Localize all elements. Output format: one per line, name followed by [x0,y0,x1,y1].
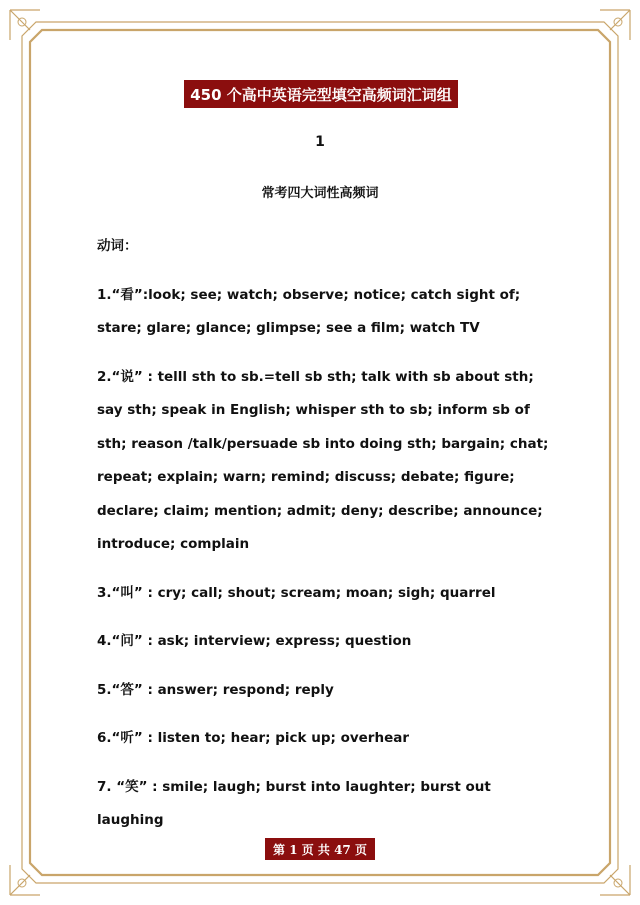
list-item: 4.“问” : ask; interview; express; question [97,633,412,649]
vocabulary-list [97,230,552,853]
category-label: 动词： [97,238,138,254]
list-item: 1.“看”:look; see; watch; observe; notice; catch sight of; stare; glare; glance; glimpse; see a film; watch TV [97,286,521,336]
page-footer: 第 1 页 共 47 页 [265,838,375,860]
list-item: 7. “笑” : smile; laugh; burst into laughter; burst out laughing [97,778,491,828]
list-item: 6.“听” : listen to; hear; pick up; overhear [97,730,410,746]
list-item: 3.“叫” : cry; call; shout; scream; moan; sigh; quarrel [97,584,496,601]
section-title: 常考四大词性高频词 [261,186,379,201]
section-number: 1 [315,134,325,150]
list-item: 2.“说” : telll sth to sb.=tell sb sth; talk with sb about sth; say sth; speak in English; whisper sth to sb; inform sb of sth; reason /talk/persuade sb into doing sth; bargain; chat; repeat; explain; warn; remind; discuss; debate; figure; declare; claim; mention; admit; deny; describe; announce; introduce; complain [97,368,549,552]
list-item: 5.“答” : answer; respond; reply [97,681,334,698]
document-title: 450 个高中英语完型填空高频词汇词组 [184,80,458,108]
